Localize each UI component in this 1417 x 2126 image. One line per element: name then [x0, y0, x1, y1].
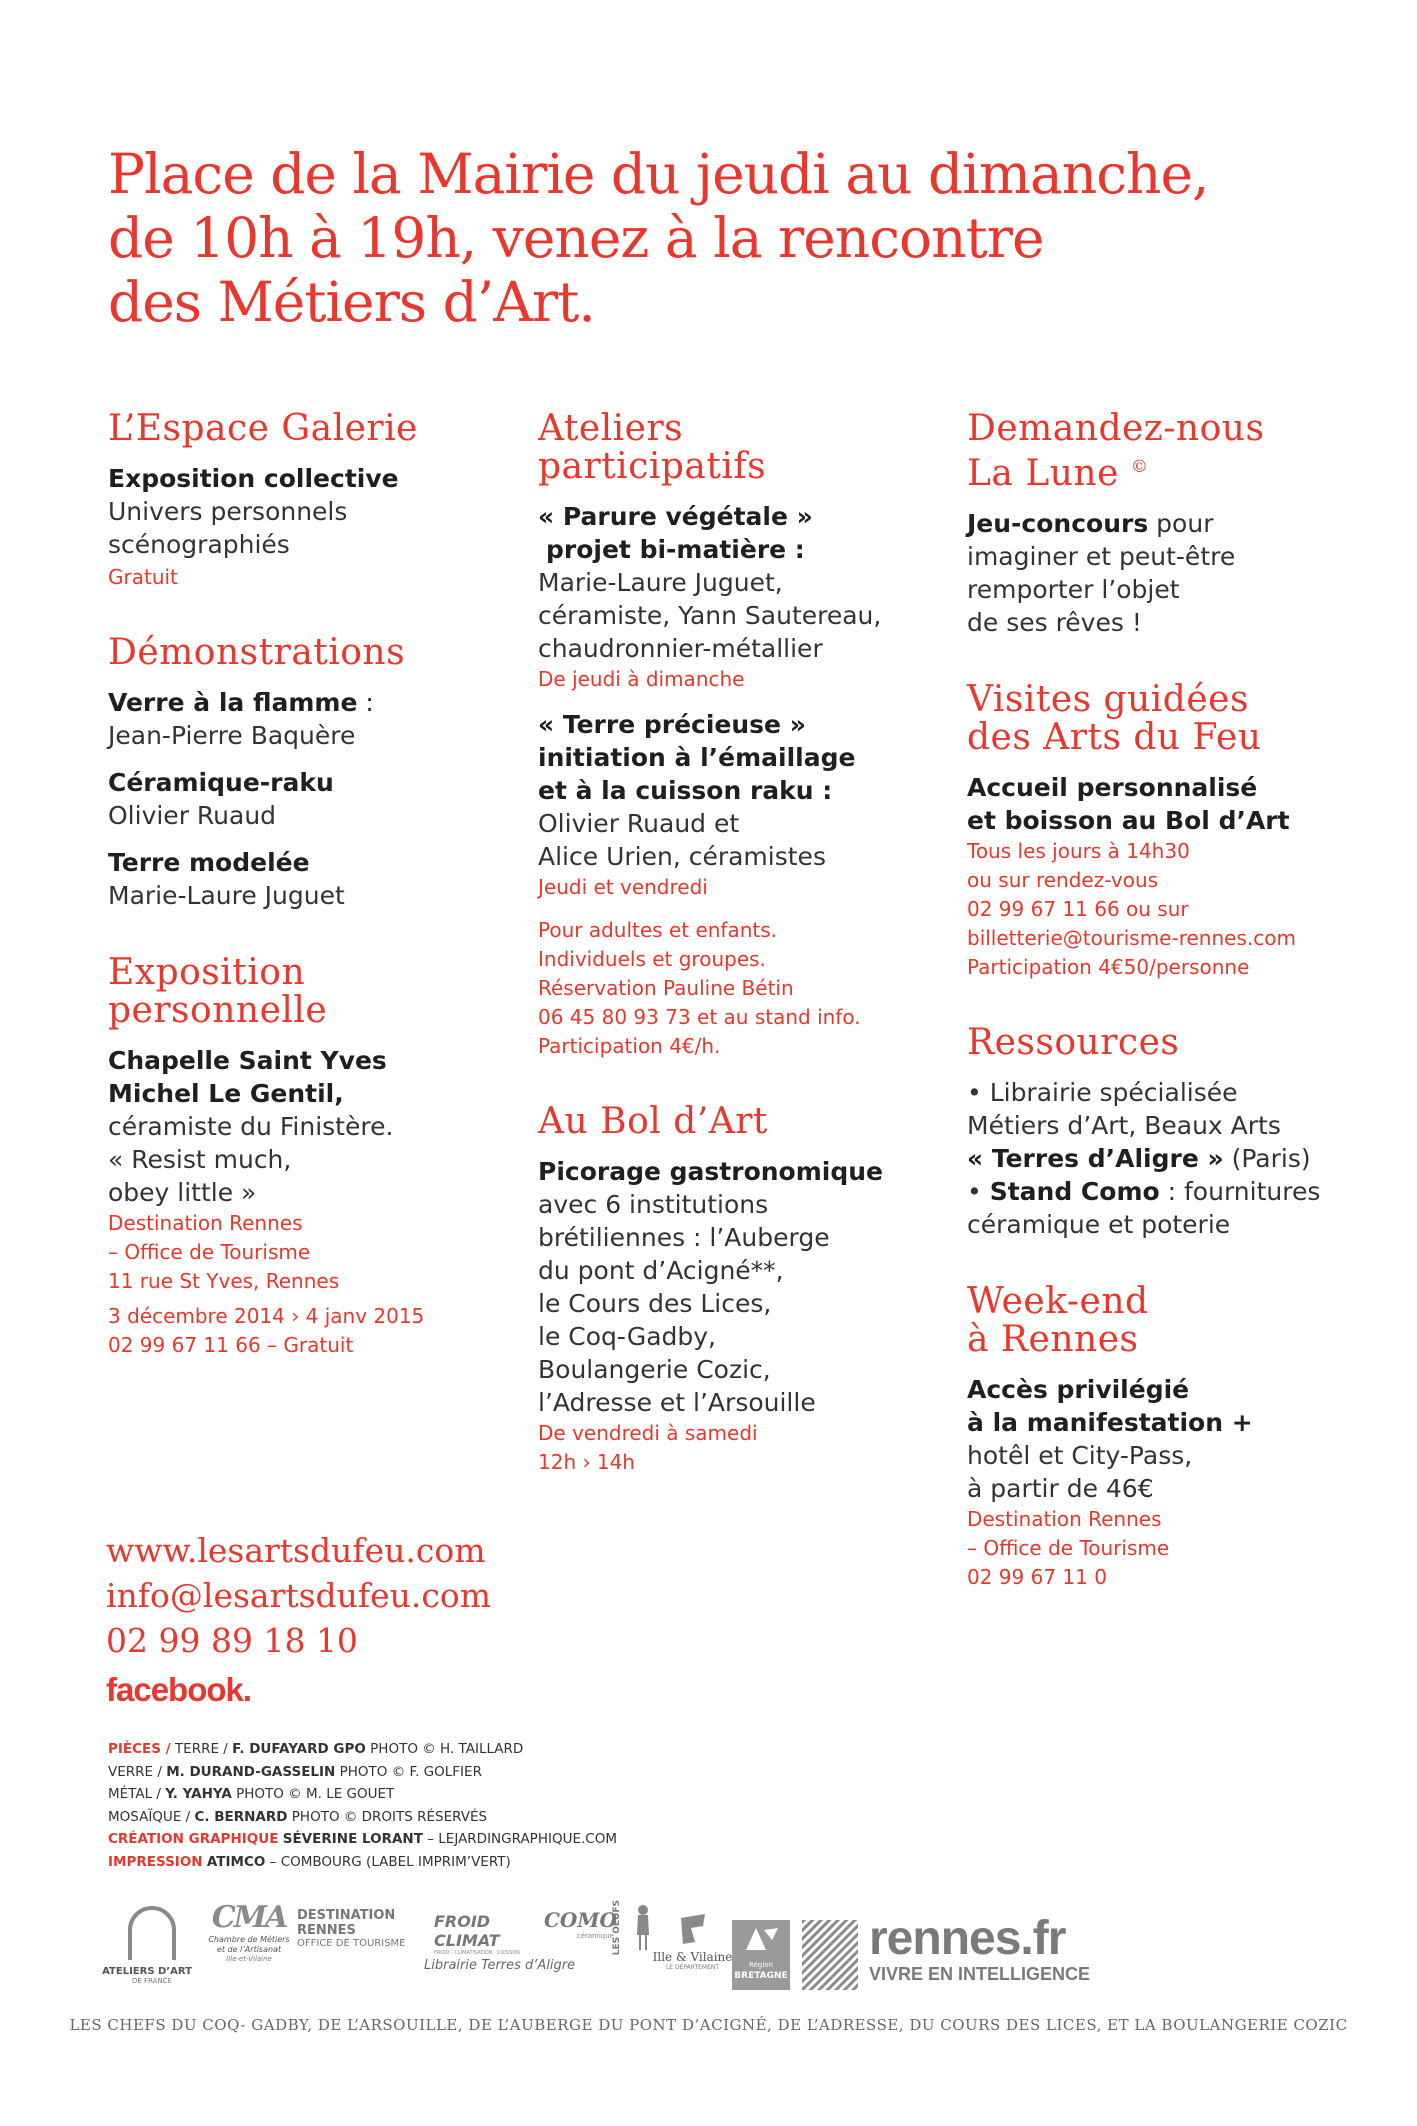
website-link[interactable]: www.lesartsdufeu.com — [106, 1531, 486, 1570]
credit-line: VERRE / M. DURAND-GASSELIN PHOTO © F. GOLFIER — [108, 1763, 482, 1780]
text-line: « Resist much, — [108, 1145, 292, 1174]
text-line: à partir de 46€ — [967, 1474, 1154, 1503]
info-note: 3 décembre 2014 › 4 janv 2015 — [108, 1304, 425, 1328]
hatched-square-icon — [802, 1920, 858, 1994]
info-note: Destination Rennes — [967, 1507, 1162, 1531]
demo-item — [108, 686, 528, 752]
info-note: Individuels et groupes. — [538, 947, 766, 971]
footer-chefs-line: LES CHEFS DU COQ- GADBY, DE L’ARSOUILLE, DE L’AUBERGE DU PONT D’ACIGNÉ, DE L’ADRESSE, DU COURS DES LICES, ET LA BOULANGERIE COZIC — [69, 2016, 1348, 2034]
ateliers-dart-logo: ATELIERS D’ART DE FRANCE — [112, 1900, 192, 1985]
schedule-note: De vendredi à samedi — [538, 1421, 758, 1445]
headline-line: des Métiers d’Art. — [108, 270, 595, 334]
text-line: Métiers d’Art, Beaux Arts — [967, 1111, 1281, 1140]
text-line: Boulangerie Cozic, — [538, 1355, 771, 1384]
headline — [108, 142, 1328, 334]
text-line: hotêl et City-Pass, — [967, 1441, 1193, 1470]
librairie-logo: Librairie Terres d’Aligre — [424, 1958, 576, 1973]
booking-email[interactable]: billetterie@tourisme-rennes.com — [967, 926, 1296, 950]
info-note: Réservation Pauline Bétin — [538, 976, 794, 1000]
text-line: le Coq-Gadby, — [538, 1322, 717, 1351]
demo-title: Céramique-raku — [108, 768, 334, 797]
section-title: Ateliers participatifs — [538, 408, 767, 487]
text-line: avec 6 institutions — [538, 1190, 769, 1219]
text-line: Olivier Ruaud et — [538, 809, 740, 838]
tour-title: et boisson au Bol d’Art — [967, 806, 1290, 835]
event-title: Picorage gastronomique — [538, 1157, 883, 1186]
text-line: le Cours des Lices, — [538, 1289, 772, 1318]
column-middle — [538, 410, 958, 1519]
info-note: 02 99 67 11 0 — [967, 1565, 1107, 1589]
schedule-note: Jeudi et vendredi — [538, 875, 708, 899]
section-title: Exposition personnelle — [108, 952, 328, 1031]
cma-logo: CMA Chambre de Métiers et de l’Artisanat Ille-et-Vilaine — [208, 1900, 290, 1963]
section-title: Week-end à Rennes — [967, 1281, 1149, 1360]
section-title: Ressources — [967, 1022, 1180, 1063]
section-la-lune — [967, 410, 1387, 639]
como-logo: COMO céramique — [544, 1908, 617, 1940]
info-note: Destination Rennes — [108, 1211, 303, 1235]
workshop-subtitle: projet bi-matière : — [546, 535, 805, 564]
section-title: Visites guidées des Arts du Feu — [967, 679, 1262, 758]
text-line: Jeu-concours pour — [967, 509, 1214, 538]
child-figure-icon — [635, 1904, 651, 1954]
phone-number: 02 99 89 18 10 — [106, 1621, 358, 1660]
info-note: – Office de Tourisme — [967, 1536, 1170, 1560]
demo-artist: Marie-Laure Juguet — [108, 881, 345, 910]
headline-line: de 10h à 19h, venez à la rencontre — [108, 206, 1044, 270]
partner-logos — [102, 1900, 1322, 2000]
demo-title: Terre modelée — [108, 848, 310, 877]
workshop-title: « Parure végétale » — [538, 502, 813, 531]
text-line: céramiste, Yann Sautereau, — [538, 601, 882, 630]
info-note: 02 99 67 11 66 ou sur — [967, 897, 1189, 921]
rennes-fr-logo: rennes.fr VIVRE EN INTELLIGENCE — [869, 1912, 1091, 1984]
price-note: Gratuit — [108, 565, 178, 589]
region-bretagne-logo: Région BRETAGNE — [732, 1920, 790, 1990]
offer-title: à la manifestation + — [967, 1408, 1253, 1437]
demo-item — [108, 846, 528, 912]
ermine-icon — [732, 1920, 790, 1956]
text-line: Univers personnels — [108, 497, 348, 526]
text-line: céramique et poterie — [967, 1210, 1231, 1239]
column-right — [967, 410, 1387, 1634]
credit-line: IMPRESSION ATIMCO – COMBOURG (LABEL IMPRIM’VERT) — [108, 1853, 511, 1870]
section-title: Démonstrations — [108, 632, 406, 673]
workshop-subtitle: initiation à l’émaillage — [538, 743, 856, 772]
section-espace-galerie — [108, 410, 528, 592]
credit-line: MOSAÏQUE / C. BERNARD PHOTO © DROITS RÉSERVÉS — [108, 1808, 488, 1825]
credit-line: CRÉATION GRAPHIQUE SÉVERINE LORANT – LEJARDINGRAPHIQUE.COM — [108, 1831, 617, 1847]
text-line: chaudronnier-métallier — [538, 634, 823, 663]
destination-rennes-logo: DESTINATION RENNES OFFICE DE TOURISME — [297, 1908, 406, 1949]
text-line: remporter l’objet — [967, 575, 1180, 604]
les-oeufs-logo: LES OEUFS — [612, 1900, 622, 1956]
demo-item — [108, 766, 528, 832]
photo-credits — [108, 1738, 808, 1873]
section-title: Demandez-nous La Lune © — [967, 408, 1265, 494]
credit-line: MÉTAL / Y. YAHYA PHOTO © M. LE GOUET — [108, 1786, 395, 1802]
text-line: Alice Urien, céramistes — [538, 842, 826, 871]
demo-artist: Jean-Pierre Baquère — [108, 721, 356, 750]
text-line: « Terres d’Aligre » (Paris) — [967, 1144, 1311, 1173]
section-title: L’Espace Galerie — [108, 408, 418, 449]
info-note: 02 99 67 11 66 – Gratuit — [108, 1333, 354, 1357]
department-icon — [673, 1912, 713, 1946]
info-note: 06 45 80 93 73 et au stand info. — [538, 1005, 861, 1029]
section-title: Au Bol d’Art — [538, 1101, 768, 1142]
workshop-title: « Terre précieuse » — [538, 710, 806, 739]
schedule-note: 12h › 14h — [538, 1450, 635, 1474]
section-demonstrations — [108, 634, 528, 912]
text-line: obey little » — [108, 1178, 257, 1207]
text-line: céramiste du Finistère. — [108, 1112, 394, 1141]
section-weekend — [967, 1283, 1387, 1592]
section-visites — [967, 681, 1387, 982]
section-exposition-personnelle — [108, 954, 528, 1360]
tour-title: Accueil personnalisé — [967, 773, 1258, 802]
column-left — [108, 410, 528, 1402]
info-note: Tous les jours à 14h30 — [967, 839, 1190, 863]
demo-artist: Olivier Ruaud — [108, 801, 277, 830]
artist-name: Michel Le Gentil, — [108, 1079, 344, 1108]
workshop-subtitle: et à la cuisson raku : — [538, 776, 833, 805]
text-line: • Librairie spécialisée — [967, 1078, 1238, 1107]
info-note: – Office de Tourisme — [108, 1240, 311, 1264]
froid-climat-logo: FROID CLIMAT FROID · CLIMATISATION · CUISSON — [434, 1912, 520, 1956]
text-line: l’Adresse et l’Arsouille — [538, 1388, 816, 1417]
venue: Chapelle Saint Yves — [108, 1046, 387, 1075]
text-line: du pont d’Acigné**, — [538, 1256, 784, 1285]
arch-icon — [122, 1900, 182, 1962]
text-line: de ses rêves ! — [967, 608, 1142, 637]
info-note: ou sur rendez-vous — [967, 868, 1159, 892]
text-line: Marie-Laure Juguet, — [538, 568, 783, 597]
section-ateliers — [538, 410, 958, 1061]
email-link[interactable]: info@lesartsdufeu.com — [106, 1576, 492, 1615]
section-bol-dart — [538, 1103, 958, 1477]
copyright-mark: © — [1130, 457, 1149, 477]
credit-line: PIÈCES / TERRE / F. DUFAYARD GPO PHOTO © H. TAILLARD — [108, 1741, 524, 1757]
exhibit-title: Exposition collective — [108, 464, 399, 493]
info-note: Participation 4€/h. — [538, 1034, 721, 1058]
info-note: Participation 4€50/personne — [967, 955, 1250, 979]
info-note: Pour adultes et enfants. — [538, 918, 778, 942]
info-note: 11 rue St Yves, Rennes — [108, 1269, 340, 1293]
contact-block — [106, 1528, 706, 1709]
offer-title: Accès privilégié — [967, 1375, 1190, 1404]
headline-line: Place de la Mairie du jeudi au dimanche, — [108, 142, 1209, 206]
section-ressources — [967, 1024, 1387, 1241]
text-line: scénographiés — [108, 530, 290, 559]
ille-vilaine-logo: Ille & Vilaine LE DÉPARTEMENT — [650, 1912, 735, 1971]
schedule-note: De jeudi à dimanche — [538, 667, 745, 691]
text-line: • Stand Como : fournitures — [967, 1177, 1321, 1206]
text-line: brétiliennes : l’Auberge — [538, 1223, 830, 1252]
text-line: imaginer et peut-être — [967, 542, 1236, 571]
facebook-logo[interactable]: facebook. — [106, 1671, 252, 1708]
demo-title: Verre à la flamme : — [108, 688, 374, 717]
